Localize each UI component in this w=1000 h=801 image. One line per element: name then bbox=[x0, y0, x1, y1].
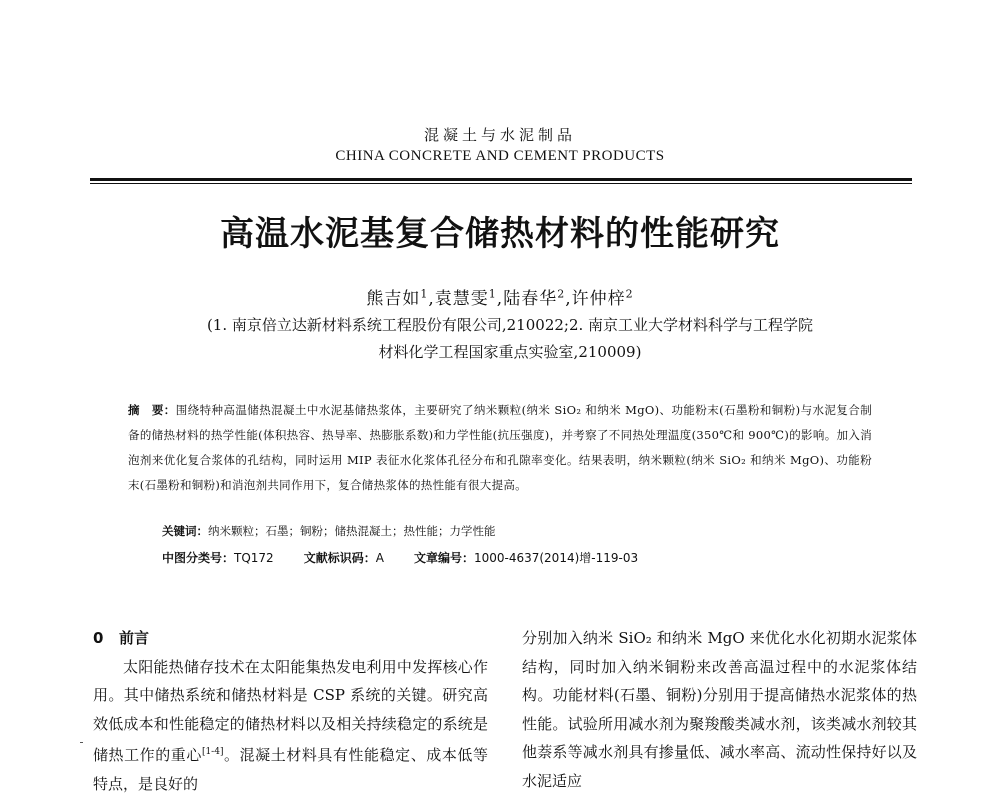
keywords-text: 纳米颗粒；石墨；铜粉；储热混凝土；热性能；力学性能 bbox=[208, 524, 496, 538]
article-number-label: 文章编号： bbox=[413, 551, 474, 565]
author-affiliation-mark: 1 bbox=[488, 287, 497, 301]
margin-mark bbox=[80, 742, 83, 743]
section-title: 前言 bbox=[119, 629, 150, 647]
header-rule-thin bbox=[90, 183, 912, 184]
author-affiliation-mark: 2 bbox=[625, 287, 634, 301]
classification-line bbox=[162, 549, 882, 566]
doc-code-label: 文献标识码： bbox=[303, 551, 376, 565]
body-text-left: 太阳能热储存技术在太阳能集热发电利用中发挥核心作用。其中储热系统和储热材料是 CSP 系统的关键。研究高效低成本和性能稳定的储热材料以及相关持续稳定的系统是储热工作的重心 bbox=[93, 657, 488, 764]
author-name: 袁慧雯 bbox=[434, 289, 489, 309]
body-paragraph: 分别加入纳米 SiO₂ 和纳米 MgO 来优化水化初期水泥浆体结构，同时加入纳米铜粉来改善高温过程中的水泥浆体结构。功能材料(石墨、铜粉)分别用于提高储热水泥浆体的热性能。试验所用减水剂为聚羧酸类减水剂，该类减水剂较其他萘系等减水剂具有掺量低、减水率高、流动性保持好以及水泥适应 bbox=[522, 629, 917, 790]
citation-mark: [1-4] bbox=[201, 747, 224, 757]
header-rule-thick bbox=[90, 178, 912, 181]
clc-value: TQ172 bbox=[234, 551, 274, 565]
author-name: 许仲梓 bbox=[571, 289, 626, 309]
body-text-left-cont: 。混凝土材料具有性能稳定、成本低等特点，是良好的 bbox=[93, 746, 488, 793]
author-name: 陆春华 bbox=[503, 289, 558, 309]
paper-title: 高温水泥基复合储热材料的性能研究 bbox=[220, 214, 780, 254]
keywords-label: 关键词： bbox=[162, 524, 208, 538]
doc-code-value: A bbox=[375, 551, 384, 565]
author-affiliation-mark: 2 bbox=[557, 287, 566, 301]
journal-name-en: CHINA CONCRETE AND CEMENT PRODUCTS bbox=[335, 148, 665, 164]
author-affiliation-mark: 1 bbox=[420, 287, 429, 301]
section-number: 0 bbox=[93, 629, 104, 647]
author-list: 熊吉如$^1$,袁慧雯$^1$,陆春华$^2$,许仲梓$^2$ bbox=[366, 287, 634, 309]
affiliation-line-1: (1. 南京倍立达新材料系统工程股份有限公司,210022;2. 南京工业大学材料科学与工程学院 bbox=[206, 316, 814, 334]
abstract-label: 摘 要： bbox=[128, 403, 176, 417]
abstract bbox=[128, 398, 872, 498]
keywords bbox=[162, 523, 862, 539]
article-number-value: 1000-4637(2014)增-119-03 bbox=[473, 551, 639, 565]
abstract-text: 围绕特种高温储热混凝土中水泥基储热浆体，主要研究了纳米颗粒(纳米 SiO₂ 和纳米 MgO)、功能粉末(石墨粉和铜粉)与水泥复合制备的储热材料的热学性能(体积热容、热导率、热膨胀系数)和力学性能(抗压强度)，并考察了不同热处理温度(350℃和 900℃)的影响。加入消泡剂来优化复合浆体的孔结构，同时运用 MIP 表征水化浆体孔径分布和孔隙率变化。结果表明，纳米颗粒(纳米 SiO₂ 和纳米 MgO)、功能粉末(石墨粉和铜粉)和消泡剂共同作用下，复合储热浆体的热性能有很大提高。 bbox=[128, 403, 872, 492]
body-column-right bbox=[522, 624, 917, 795]
clc-label: 中图分类号： bbox=[162, 551, 235, 565]
section-heading bbox=[93, 624, 488, 653]
body-paragraph bbox=[93, 653, 488, 799]
body-column-left bbox=[93, 624, 488, 798]
affiliation-line-2: 材料化学工程国家重点实验室,210009) bbox=[378, 343, 642, 361]
author-name: 熊吉如 bbox=[366, 289, 421, 309]
journal-name-cn: 混凝土与水泥制品 bbox=[423, 126, 576, 144]
